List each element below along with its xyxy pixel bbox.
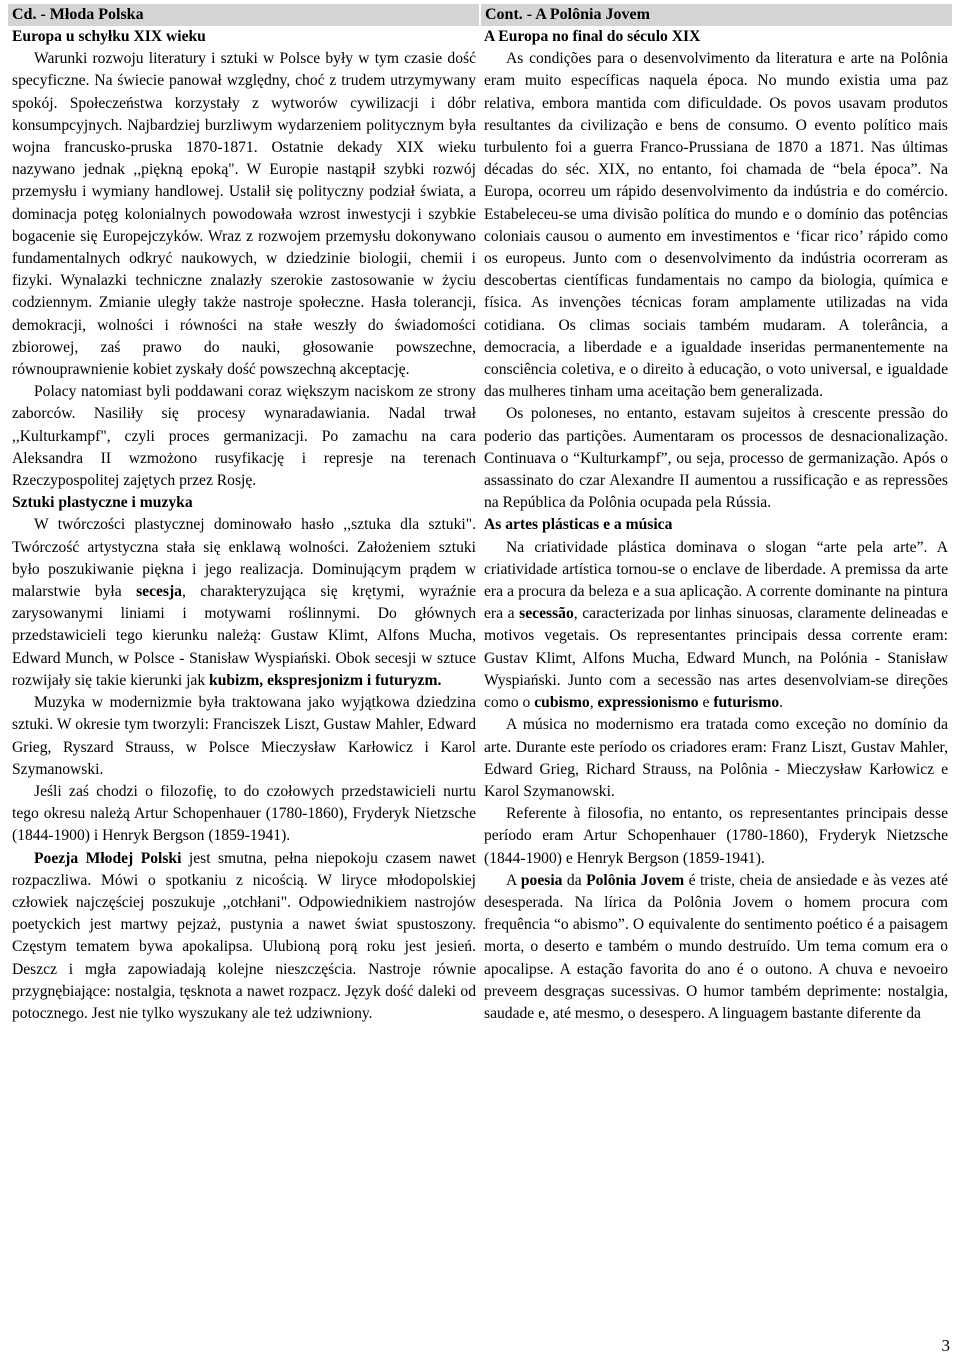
polish-paragraph-3: [12, 514, 476, 692]
portuguese-p6-a: A: [506, 871, 521, 889]
portuguese-paragraph-1: As condições para o desenvolvimento da literatura e arte na Polônia eram muito específicas naquela época. No mundo existia uma paz relativa, embora mantida com dificuldade. Os povos usavam produtos resultantes da civilização e bens de consumo. O evento político mais turbulento foi a guerra Franco-Prussiana de 1870 a 1871. Nas últimas décadas do séc. XIX, no entanto, foi chamada de “bela época”. Na Europa, ocorreu um rápido desenvolvimento da indústria e do comércio. Estabeleceu-se uma divisão política do mundo e o domínio das potências coloniais causou o aumento em investimentos e ‘ficar rico’ rápido como os europeus. Junto com o desenvolvimento da indústria ocorreram as descobertas científicas fundamentais no campo da biologia, química e física. As invenções técnicas foram amplamente utilizadas na vida cotidiana. Os climas sociais também mudaram. A tolerância, a democracia, a liberdade e a igualdade inseridas permanentemente na consciência coletiva, e o direito à educação, o voto universal, e igualdade das mulheres tinham uma aceitação bem generalizada.: [484, 50, 948, 401]
portuguese-paragraph-3: [484, 537, 948, 715]
portuguese-p3-end: .: [779, 694, 784, 712]
portuguese-paragraph-2: Os poloneses, no entanto, estavam sujeitos à crescente pressão do poderio das partições. Aumentaram os processos de desnacionalização. Continuava o “Kulturkampf”, ou seja, processo de germanização. Após o assassinato do czar Alexandre II aumentou a russificação e as repressões na República da Polônia ocupada pela Rússia.: [484, 405, 948, 512]
polish-p6-text: jest smutna, pełna niepokoju czasem nawet rozpaczliwa. Mówi o spotkaniu z nicością. W liryce młodopolskiej człowiek najczęściej poszukuje ,,otchłani". Odpowiednikiem nastrojów poetyckich jest martwy pejzaż, pustynia a nawet świat spustoszony. Częstym tematem bywa apokalipsa. Ulubioną porą roku jest jesień. Deszcz i mgła zapowiadają kolejne nieszczęścia. Nastroje równie przygnębiające: nostalgia, tęsknota a nawet rozpacz. Język dość daleki od potocznego. Jest nie tylko wyszukany ale też udziwniony.: [12, 849, 476, 1022]
portuguese-paragraph-4: A música no modernismo era tratada como exceção no domínio da arte. Durante este período os criadores eram: Franz Liszt, Gustav Mahler, Edward Grieg, Richard Strauss, na Polônia - Mieczysław Karłowicz e Karol Szymanowski.: [484, 716, 948, 800]
portuguese-paragraph-6: [484, 870, 948, 1025]
portuguese-p3-futurismo: futurismo: [713, 694, 780, 712]
page-number: 3: [941, 1336, 950, 1355]
polish-paragraph-2: Polacy natomiast byli poddawani coraz większym naciskom ze strony zaborców. Nasiliły się procesy wynaradawiania. Nadal trwał ,,Kulturkampf", czyli proces germanizacji. Po zamachu na cara Aleksandra II wzmożono rusyfikację i represje na terenach Rzeczypospolitej zajętych przez Rosję.: [12, 383, 476, 490]
portuguese-p3-text-a: Na criatividade plástica dominava o slogan “arte pela arte”. A criatividade artística tornou-se o enclave de liberdade. A premissa da arte era a procura da beleza e a sua aplicação. A corrente dominante na pintura era a: [484, 538, 948, 623]
polish-paragraph-5: Jeśli zaś chodzi o filozofię, to do czołowych przedstawicieli nurtu tego okresu należą Artur Schopenhauer (1780-1860), Fryderyk Nietzsche (1844-1900) i Henryk Bergson (1859-1941).: [12, 782, 476, 845]
polish-p3-movements: kubizm, ekspresjonizm i futuryzm.: [209, 671, 442, 689]
content-row: [8, 26, 952, 1025]
portuguese-p6-text: é triste, cheia de ansiedade e às vezes até desesperada. Na lírica da Polônia Jovem o homem procura com frequência “o abismo”. O equivalente do sentimento poético é a paisagem morta, o deserto e também o mundo destruído. Um tema comum era o apocalipse. A estação favorita do ano é o outono. A chuva e nevoeiro preveem desgraças sucessivas. O humor também deprimente: nostalgia, saudade e, até mesmo, o desespero. A linguagem bastante diferente da: [484, 871, 948, 1022]
polish-p3-text-a: W twórczości plastycznej dominowało hasło ,,sztuka dla sztuki". Twórczość artystyczna stała się enklawą wolności. Założeniem sztuki było poszukiwanie piękna i jego realizacja. Dominującym prądem w malarstwie była: [12, 516, 476, 601]
polish-paragraph-6: [12, 848, 476, 1026]
polish-paragraph-4: Muzyka w modernizmie była traktowana jako wyjątkowa dziedzina sztuki. W okresie tym tworzyli: Franciszek Liszt, Gustaw Mahler, Edward Grieg, Ryszard Strauss, w Polsce Mieczysław Karłowicz i Karol Szymanowski.: [12, 694, 476, 778]
portuguese-p3-cubismo: cubismo: [534, 694, 590, 712]
portuguese-p6-c: da: [562, 871, 587, 889]
portuguese-p6-poesia: poesia: [520, 871, 563, 889]
polish-p3-text-c: , charakteryzująca się krętymi, wyraźnie zarysowanymi liniami i motywami roślinnymi. Do głównych przedstawicieli tego kierunku należą: Gustaw Klimt, Alfons Mucha, Edward Munch, w Polsce - Stanisław Wyspiański. Obok secesji w sztuce rozwijały się takie kierunki jak: [12, 583, 477, 689]
portuguese-heading-arts: As artes plásticas e a música: [484, 516, 673, 534]
portuguese-column: [480, 26, 952, 1025]
portuguese-p3-text-c: , caracterizada por linhas sinuosas, claramente delineadas e motivos vegetais. Os representantes principais dessa corrente eram: Gustav Klimt, Alfons Mucha, Edward Munch, na Polónia - Stanisław Wyspiański. Junto com a secessão nas artes desenvolviam-se direções como o: [484, 605, 948, 712]
polish-p6-poetry: Poezja Młodej Polski: [34, 849, 182, 867]
portuguese-column-header: Cont. - A Polônia Jovem: [480, 4, 952, 26]
polish-p3-secesja: secesja: [136, 583, 182, 601]
polish-heading-arts: Sztuki plastyczne i muzyka: [12, 494, 193, 512]
polish-column-header: Cd. - Młoda Polska: [8, 4, 480, 26]
portuguese-heading-europe: A Europa no final do século XIX: [484, 28, 701, 45]
header-row: [8, 4, 952, 26]
bilingual-table: [8, 4, 952, 1025]
portuguese-p3-secessao: secessão: [519, 605, 574, 623]
polish-heading-europe: Europa u schyłku XIX wieku: [12, 28, 206, 45]
polish-column: [8, 26, 480, 1025]
polish-paragraph-1: Warunki rozwoju literatury i sztuki w Polsce były w tym czasie dość specyficzne. Na świecie panował względny, choć z trudem utrzymywany spokój. Społeczeństwa korzystały z wytworów cywilizacji i dóbr konsumpcyjnych. Najbardziej burzliwym wydarzeniem politycznym była wojna francusko-pruska 1870-1871. Ostatnie dekady XIX wieku nazywano jednak ,,piękną epoką". W Europie nastąpił szybki rozwój przemysłu i wymiany handlowej. Ustalił się polityczny podział świata, a dominacja potęg kolonialnych powodowała wzrost inwestycji i szybkie bogacenie się Europejczyków. Wraz z rozwojem przemysłu dokonywano fundamentalnych odkryć naukowych, w dziedzinie biologii, chemii i fizyki. Wynalazki techniczne znalazły szerokie zastosowanie w życiu codziennym. Zmianie uległy także nastroje społeczne. Hasła tolerancji, demokracji, wolności i równości na stałe weszły do świadomości zbiorowej, zaś prawo do nauki, głosowanie powszechne, równouprawnienie kobiet zyskały dość powszechną akceptację.: [12, 50, 476, 379]
portuguese-paragraph-5: Referente à filosofia, no entanto, os representantes principais desse período eram Artur Schopenhauer (1780-1860), Fryderyk Nietzsche (1844-1900) e Henryk Bergson (1859-1941).: [484, 805, 948, 867]
portuguese-p3-expressionismo: expressionismo: [597, 694, 699, 712]
portuguese-p3-sep-1: ,: [589, 694, 598, 712]
portuguese-p6-polonia-jovem: Polônia Jovem: [586, 871, 685, 889]
portuguese-p3-sep-2: e: [698, 694, 714, 712]
